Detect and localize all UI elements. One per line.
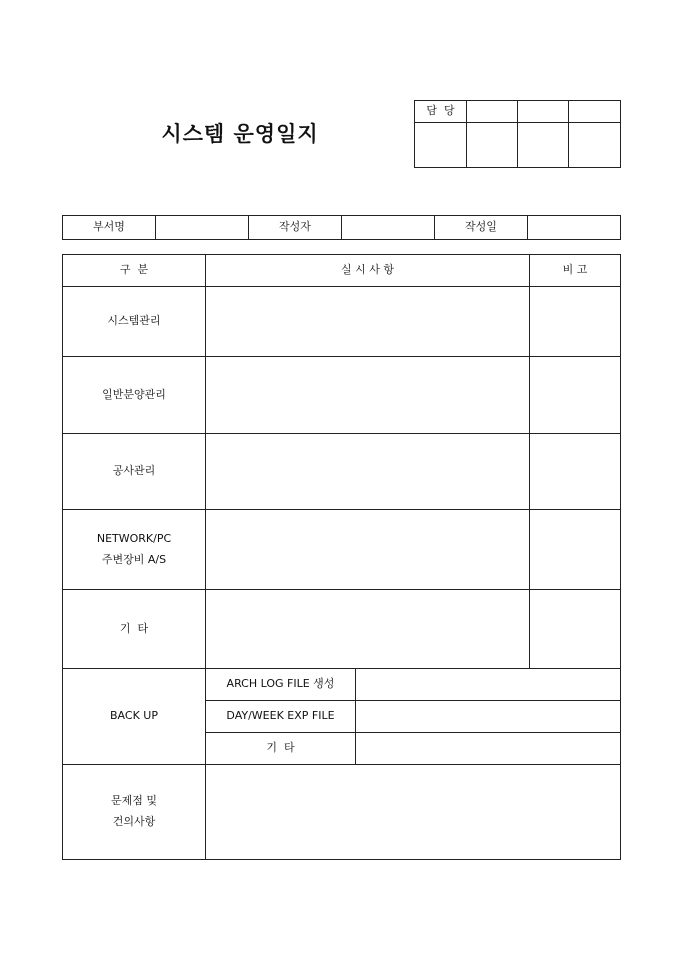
approval-header-cell [467, 101, 518, 123]
details-cell[interactable] [206, 287, 530, 357]
remarks-cell[interactable] [530, 510, 621, 590]
backup-item-label: DAY/WEEK EXP FILE [206, 701, 356, 733]
row-category-construction-management: 공사관리 [63, 434, 206, 510]
header-remarks: 비 고 [530, 255, 621, 287]
approval-label: 담 당 [415, 101, 467, 123]
category-line: 건의사항 [112, 815, 156, 828]
category-line: NETWORK/PC [96, 531, 172, 545]
approval-sign-cell[interactable] [415, 122, 467, 167]
approval-box [414, 100, 621, 168]
header-category: 구 분 [63, 255, 206, 287]
category-line: 주변장비 A/S [101, 552, 167, 566]
approval-sign-cell[interactable] [569, 122, 621, 167]
remarks-cell[interactable] [530, 590, 621, 669]
author-field[interactable] [342, 216, 435, 240]
operations-log-table [62, 254, 621, 860]
author-label: 작성자 [249, 216, 342, 240]
header-details: 실 시 사 항 [206, 255, 530, 287]
row-category-network-pc [63, 510, 206, 590]
row-category-system-management: 시스템관리 [63, 287, 206, 357]
backup-item-label: ARCH LOG FILE 생성 [206, 669, 356, 701]
approval-sign-cell[interactable] [467, 122, 518, 167]
approval-sign-cell[interactable] [518, 122, 569, 167]
row-category-issues [63, 765, 206, 860]
category-line: 문제점 및 [110, 794, 157, 808]
details-cell[interactable] [206, 510, 530, 590]
backup-item-label: 기 타 [206, 733, 356, 765]
details-cell[interactable] [206, 357, 530, 434]
department-label: 부서명 [63, 216, 156, 240]
backup-item-field[interactable] [356, 701, 621, 733]
remarks-cell[interactable] [530, 434, 621, 510]
backup-item-field[interactable] [356, 733, 621, 765]
approval-header-cell [518, 101, 569, 123]
row-category-sales-management: 일반분양관리 [63, 357, 206, 434]
approval-header-cell [569, 101, 621, 123]
details-cell[interactable] [206, 590, 530, 669]
backup-item-field[interactable] [356, 669, 621, 701]
page-title: 시스템 운영일지 [161, 122, 319, 146]
issues-cell[interactable] [206, 765, 621, 860]
remarks-cell[interactable] [530, 287, 621, 357]
date-field[interactable] [528, 216, 621, 240]
date-label: 작성일 [435, 216, 528, 240]
row-category-backup: BACK UP [63, 669, 206, 765]
details-cell[interactable] [206, 434, 530, 510]
row-category-other: 기 타 [63, 590, 206, 669]
meta-table [62, 215, 621, 240]
remarks-cell[interactable] [530, 357, 621, 434]
department-field[interactable] [156, 216, 249, 240]
